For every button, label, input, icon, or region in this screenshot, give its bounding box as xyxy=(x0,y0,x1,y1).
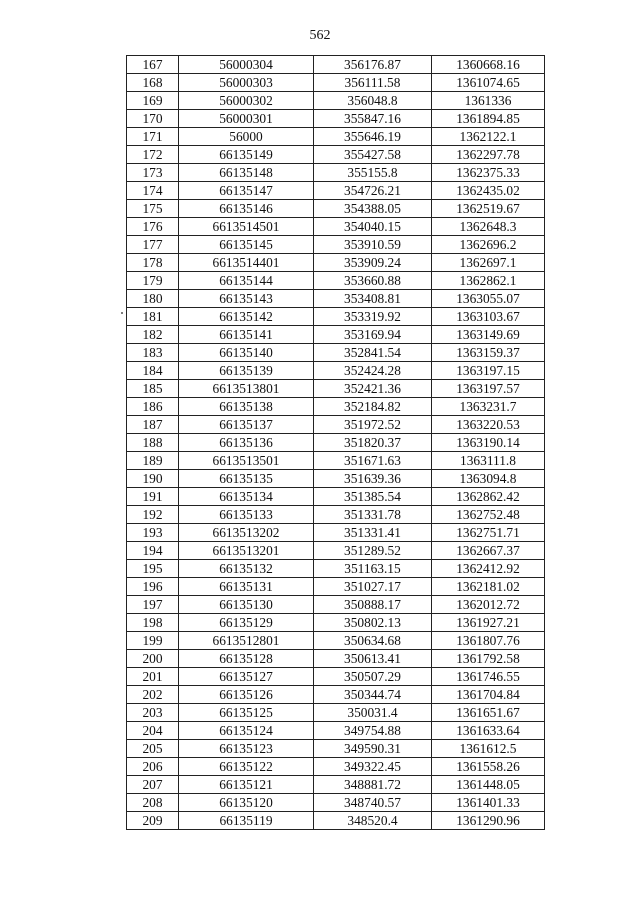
coordinates-table xyxy=(126,55,545,830)
y-coordinate-cell: 1361807.76 xyxy=(432,632,545,650)
x-coordinate-cell: 350507.29 xyxy=(314,668,432,686)
table-row xyxy=(127,524,545,542)
point-number-cell: 206 xyxy=(127,758,179,776)
point-id-cell: 66135137 xyxy=(179,416,314,434)
table-row xyxy=(127,128,545,146)
point-id-cell: 66135143 xyxy=(179,290,314,308)
y-coordinate-cell: 1360668.16 xyxy=(432,56,545,74)
point-number-cell: 191 xyxy=(127,488,179,506)
x-coordinate-cell: 353408.81 xyxy=(314,290,432,308)
y-coordinate-cell: 1362751.71 xyxy=(432,524,545,542)
y-coordinate-cell: 1362122.1 xyxy=(432,128,545,146)
x-coordinate-cell: 351289.52 xyxy=(314,542,432,560)
table-row xyxy=(127,722,545,740)
point-number-cell: 181 xyxy=(127,308,179,326)
point-id-cell: 66135119 xyxy=(179,812,314,830)
y-coordinate-cell: 1361074.65 xyxy=(432,74,545,92)
point-id-cell: 56000 xyxy=(179,128,314,146)
point-number-cell: 201 xyxy=(127,668,179,686)
point-id-cell: 66135144 xyxy=(179,272,314,290)
point-id-cell: 66135149 xyxy=(179,146,314,164)
point-number-cell: 208 xyxy=(127,794,179,812)
y-coordinate-cell: 1362667.37 xyxy=(432,542,545,560)
point-number-cell: 183 xyxy=(127,344,179,362)
x-coordinate-cell: 350031.4 xyxy=(314,704,432,722)
table-row xyxy=(127,740,545,758)
y-coordinate-cell: 1362375.33 xyxy=(432,164,545,182)
point-id-cell: 56000304 xyxy=(179,56,314,74)
y-coordinate-cell: 1361612.5 xyxy=(432,740,545,758)
table-row xyxy=(127,506,545,524)
point-id-cell: 6613514501 xyxy=(179,218,314,236)
point-id-cell: 66135138 xyxy=(179,398,314,416)
point-number-cell: 179 xyxy=(127,272,179,290)
x-coordinate-cell: 353909.24 xyxy=(314,254,432,272)
point-id-cell: 66135142 xyxy=(179,308,314,326)
point-id-cell: 6613514401 xyxy=(179,254,314,272)
point-number-cell: 185 xyxy=(127,380,179,398)
point-number-cell: 175 xyxy=(127,200,179,218)
x-coordinate-cell: 352184.82 xyxy=(314,398,432,416)
point-number-cell: 196 xyxy=(127,578,179,596)
point-number-cell: 180 xyxy=(127,290,179,308)
point-id-cell: 66135127 xyxy=(179,668,314,686)
point-number-cell: 167 xyxy=(127,56,179,74)
point-number-cell: 170 xyxy=(127,110,179,128)
table-row xyxy=(127,794,545,812)
y-coordinate-cell: 1362012.72 xyxy=(432,596,545,614)
point-id-cell: 6613513201 xyxy=(179,542,314,560)
x-coordinate-cell: 351163.15 xyxy=(314,560,432,578)
table-row xyxy=(127,668,545,686)
point-id-cell: 66135131 xyxy=(179,578,314,596)
point-id-cell: 66135126 xyxy=(179,686,314,704)
point-id-cell: 6613513801 xyxy=(179,380,314,398)
table-row xyxy=(127,776,545,794)
y-coordinate-cell: 1362752.48 xyxy=(432,506,545,524)
point-id-cell: 66135145 xyxy=(179,236,314,254)
table-row xyxy=(127,182,545,200)
point-id-cell: 66135123 xyxy=(179,740,314,758)
x-coordinate-cell: 353169.94 xyxy=(314,326,432,344)
point-id-cell: 66135122 xyxy=(179,758,314,776)
x-coordinate-cell: 352424.28 xyxy=(314,362,432,380)
point-number-cell: 169 xyxy=(127,92,179,110)
point-id-cell: 66135129 xyxy=(179,614,314,632)
y-coordinate-cell: 1362181.02 xyxy=(432,578,545,596)
point-number-cell: 182 xyxy=(127,326,179,344)
table-row xyxy=(127,218,545,236)
point-id-cell: 6613513501 xyxy=(179,452,314,470)
x-coordinate-cell: 349754.88 xyxy=(314,722,432,740)
y-coordinate-cell: 1361792.58 xyxy=(432,650,545,668)
table-row xyxy=(127,254,545,272)
y-coordinate-cell: 1363103.67 xyxy=(432,308,545,326)
y-coordinate-cell: 1361894.85 xyxy=(432,110,545,128)
y-coordinate-cell: 1363111.8 xyxy=(432,452,545,470)
x-coordinate-cell: 355155.8 xyxy=(314,164,432,182)
point-number-cell: 173 xyxy=(127,164,179,182)
point-number-cell: 168 xyxy=(127,74,179,92)
x-coordinate-cell: 350634.68 xyxy=(314,632,432,650)
table-row xyxy=(127,632,545,650)
point-id-cell: 66135125 xyxy=(179,704,314,722)
x-coordinate-cell: 353910.59 xyxy=(314,236,432,254)
table-row xyxy=(127,398,545,416)
x-coordinate-cell: 351331.78 xyxy=(314,506,432,524)
x-coordinate-cell: 356176.87 xyxy=(314,56,432,74)
point-number-cell: 190 xyxy=(127,470,179,488)
y-coordinate-cell: 1363055.07 xyxy=(432,290,545,308)
point-number-cell: 205 xyxy=(127,740,179,758)
point-number-cell: 203 xyxy=(127,704,179,722)
point-number-cell: 200 xyxy=(127,650,179,668)
table-row xyxy=(127,74,545,92)
point-number-cell: 178 xyxy=(127,254,179,272)
point-id-cell: 56000303 xyxy=(179,74,314,92)
x-coordinate-cell: 355646.19 xyxy=(314,128,432,146)
x-coordinate-cell: 353660.88 xyxy=(314,272,432,290)
table-row xyxy=(127,614,545,632)
x-coordinate-cell: 349590.31 xyxy=(314,740,432,758)
point-number-cell: 199 xyxy=(127,632,179,650)
x-coordinate-cell: 351972.52 xyxy=(314,416,432,434)
table-body xyxy=(127,56,545,830)
point-id-cell: 66135120 xyxy=(179,794,314,812)
point-id-cell: 66135132 xyxy=(179,560,314,578)
point-id-cell: 66135139 xyxy=(179,362,314,380)
table-row xyxy=(127,578,545,596)
point-id-cell: 66135130 xyxy=(179,596,314,614)
y-coordinate-cell: 1361633.64 xyxy=(432,722,545,740)
y-coordinate-cell: 1363190.14 xyxy=(432,434,545,452)
y-coordinate-cell: 1363220.53 xyxy=(432,416,545,434)
y-coordinate-cell: 1363149.69 xyxy=(432,326,545,344)
table-row xyxy=(127,812,545,830)
table-row xyxy=(127,110,545,128)
point-id-cell: 66135133 xyxy=(179,506,314,524)
y-coordinate-cell: 1363159.37 xyxy=(432,344,545,362)
table-row xyxy=(127,452,545,470)
x-coordinate-cell: 350888.17 xyxy=(314,596,432,614)
point-id-cell: 66135136 xyxy=(179,434,314,452)
y-coordinate-cell: 1361704.84 xyxy=(432,686,545,704)
table-row xyxy=(127,488,545,506)
x-coordinate-cell: 351331.41 xyxy=(314,524,432,542)
y-coordinate-cell: 1362412.92 xyxy=(432,560,545,578)
x-coordinate-cell: 351820.37 xyxy=(314,434,432,452)
point-number-cell: 209 xyxy=(127,812,179,830)
point-number-cell: 187 xyxy=(127,416,179,434)
table-row xyxy=(127,272,545,290)
table-row xyxy=(127,146,545,164)
table-row xyxy=(127,650,545,668)
table-row xyxy=(127,362,545,380)
x-coordinate-cell: 348520.4 xyxy=(314,812,432,830)
margin-mark xyxy=(121,312,123,314)
table-row xyxy=(127,56,545,74)
y-coordinate-cell: 1362435.02 xyxy=(432,182,545,200)
x-coordinate-cell: 349322.45 xyxy=(314,758,432,776)
y-coordinate-cell: 1361558.26 xyxy=(432,758,545,776)
point-id-cell: 66135128 xyxy=(179,650,314,668)
table-row xyxy=(127,596,545,614)
page-number: 562 xyxy=(309,28,331,43)
y-coordinate-cell: 1361746.55 xyxy=(432,668,545,686)
table-row xyxy=(127,380,545,398)
table-row xyxy=(127,542,545,560)
point-id-cell: 66135148 xyxy=(179,164,314,182)
y-coordinate-cell: 1362297.78 xyxy=(432,146,545,164)
table-row xyxy=(127,308,545,326)
point-id-cell: 66135135 xyxy=(179,470,314,488)
point-id-cell: 66135146 xyxy=(179,200,314,218)
y-coordinate-cell: 1363094.8 xyxy=(432,470,545,488)
x-coordinate-cell: 356048.8 xyxy=(314,92,432,110)
x-coordinate-cell: 350344.74 xyxy=(314,686,432,704)
point-id-cell: 66135124 xyxy=(179,722,314,740)
x-coordinate-cell: 353319.92 xyxy=(314,308,432,326)
point-number-cell: 177 xyxy=(127,236,179,254)
x-coordinate-cell: 350802.13 xyxy=(314,614,432,632)
x-coordinate-cell: 351027.17 xyxy=(314,578,432,596)
table-row xyxy=(127,434,545,452)
point-id-cell: 66135134 xyxy=(179,488,314,506)
y-coordinate-cell: 1362862.1 xyxy=(432,272,545,290)
x-coordinate-cell: 354388.05 xyxy=(314,200,432,218)
table-row xyxy=(127,560,545,578)
table-row xyxy=(127,686,545,704)
x-coordinate-cell: 351639.36 xyxy=(314,470,432,488)
point-number-cell: 188 xyxy=(127,434,179,452)
x-coordinate-cell: 350613.41 xyxy=(314,650,432,668)
point-number-cell: 204 xyxy=(127,722,179,740)
point-number-cell: 189 xyxy=(127,452,179,470)
point-id-cell: 56000302 xyxy=(179,92,314,110)
x-coordinate-cell: 354040.15 xyxy=(314,218,432,236)
point-id-cell: 66135140 xyxy=(179,344,314,362)
table-row xyxy=(127,92,545,110)
point-number-cell: 186 xyxy=(127,398,179,416)
point-id-cell: 66135147 xyxy=(179,182,314,200)
point-id-cell: 6613512801 xyxy=(179,632,314,650)
x-coordinate-cell: 348881.72 xyxy=(314,776,432,794)
table-row xyxy=(127,470,545,488)
point-id-cell: 66135121 xyxy=(179,776,314,794)
point-number-cell: 195 xyxy=(127,560,179,578)
y-coordinate-cell: 1363231.7 xyxy=(432,398,545,416)
y-coordinate-cell: 1363197.15 xyxy=(432,362,545,380)
table-row xyxy=(127,236,545,254)
point-number-cell: 176 xyxy=(127,218,179,236)
table-row xyxy=(127,164,545,182)
y-coordinate-cell: 1362648.3 xyxy=(432,218,545,236)
table-row xyxy=(127,344,545,362)
x-coordinate-cell: 352421.36 xyxy=(314,380,432,398)
point-number-cell: 193 xyxy=(127,524,179,542)
y-coordinate-cell: 1362696.2 xyxy=(432,236,545,254)
point-id-cell: 56000301 xyxy=(179,110,314,128)
point-number-cell: 184 xyxy=(127,362,179,380)
point-number-cell: 202 xyxy=(127,686,179,704)
y-coordinate-cell: 1361401.33 xyxy=(432,794,545,812)
table-row xyxy=(127,326,545,344)
x-coordinate-cell: 352841.54 xyxy=(314,344,432,362)
table-row xyxy=(127,416,545,434)
point-number-cell: 197 xyxy=(127,596,179,614)
x-coordinate-cell: 351671.63 xyxy=(314,452,432,470)
y-coordinate-cell: 1362862.42 xyxy=(432,488,545,506)
y-coordinate-cell: 1362697.1 xyxy=(432,254,545,272)
table-row xyxy=(127,290,545,308)
y-coordinate-cell: 1361927.21 xyxy=(432,614,545,632)
point-number-cell: 198 xyxy=(127,614,179,632)
y-coordinate-cell: 1362519.67 xyxy=(432,200,545,218)
table-row xyxy=(127,758,545,776)
point-number-cell: 192 xyxy=(127,506,179,524)
point-id-cell: 66135141 xyxy=(179,326,314,344)
y-coordinate-cell: 1361651.67 xyxy=(432,704,545,722)
point-number-cell: 171 xyxy=(127,128,179,146)
y-coordinate-cell: 1361336 xyxy=(432,92,545,110)
table-row xyxy=(127,200,545,218)
x-coordinate-cell: 356111.58 xyxy=(314,74,432,92)
y-coordinate-cell: 1361448.05 xyxy=(432,776,545,794)
table-row xyxy=(127,704,545,722)
x-coordinate-cell: 351385.54 xyxy=(314,488,432,506)
x-coordinate-cell: 348740.57 xyxy=(314,794,432,812)
point-id-cell: 6613513202 xyxy=(179,524,314,542)
point-number-cell: 207 xyxy=(127,776,179,794)
point-number-cell: 174 xyxy=(127,182,179,200)
y-coordinate-cell: 1363197.57 xyxy=(432,380,545,398)
point-number-cell: 194 xyxy=(127,542,179,560)
x-coordinate-cell: 355427.58 xyxy=(314,146,432,164)
x-coordinate-cell: 354726.21 xyxy=(314,182,432,200)
x-coordinate-cell: 355847.16 xyxy=(314,110,432,128)
point-number-cell: 172 xyxy=(127,146,179,164)
y-coordinate-cell: 1361290.96 xyxy=(432,812,545,830)
